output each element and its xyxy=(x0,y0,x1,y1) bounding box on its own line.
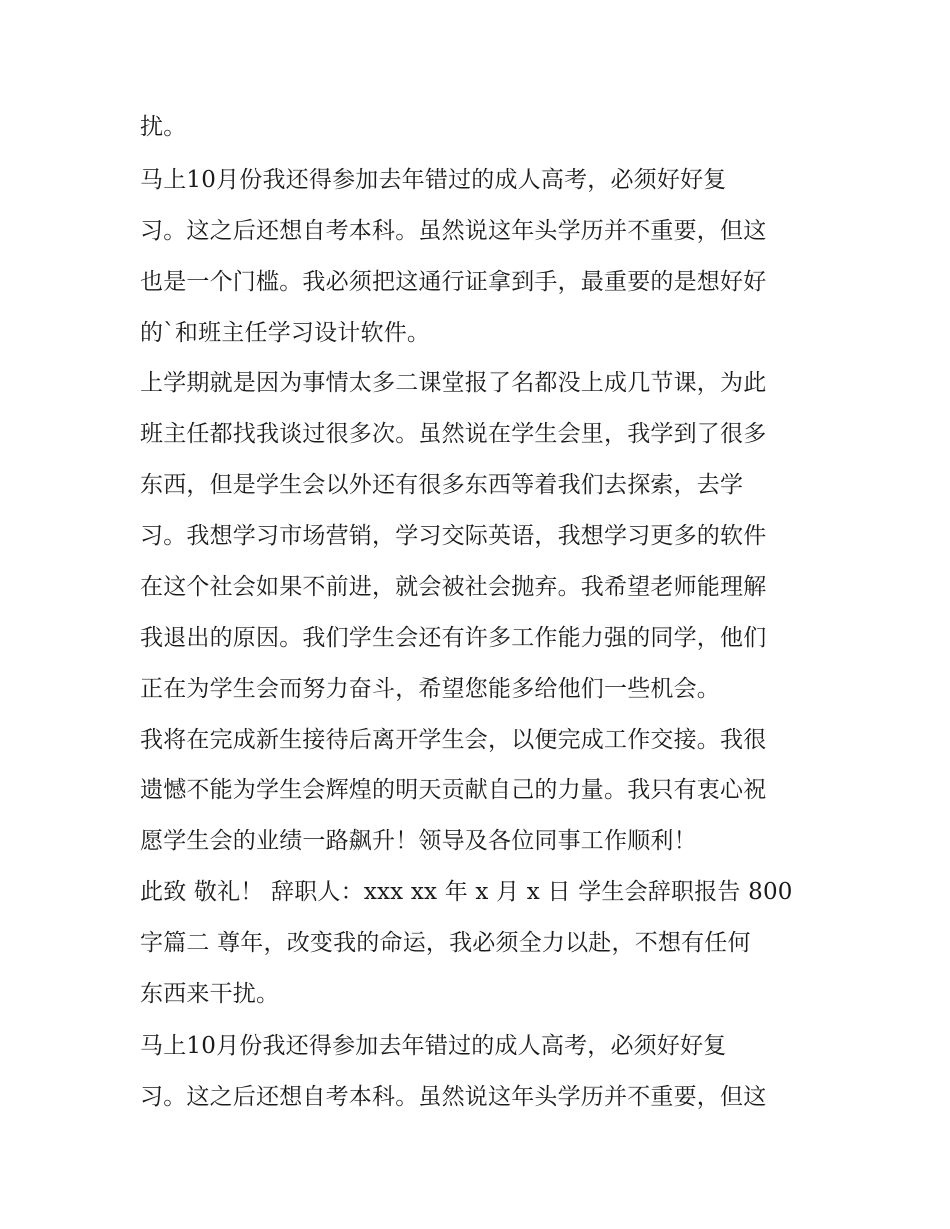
text-line: 马上10月份我还得参加去年错过的成人高考，必须好好复 xyxy=(140,167,727,193)
text-line: 的`和班主任学习设计软件。 xyxy=(140,320,431,346)
text-line: 字篇二 尊年，改变我的命运，我必须全力以赴，不想有任何 xyxy=(140,930,751,956)
text-line: 此致 敬礼！ 辞职人：xxx xx 年 x 月 x 日 学生会辞职报告 800 xyxy=(140,879,793,905)
text-line: 我将在完成新生接待后离开学生会，以便完成工作交接。我很 xyxy=(140,727,767,753)
text-line: 遗憾不能为学生会辉煌的明天贡献自己的力量。我只有衷心祝 xyxy=(140,777,767,803)
text-line: 正在为学生会而努力奋斗，希望您能多给他们一些机会。 xyxy=(140,676,720,702)
text-line: 扰。 xyxy=(140,114,187,140)
text-line: 我退出的原因。我们学生会还有许多工作能力强的同学，他们 xyxy=(140,625,767,651)
text-line: 愿学生会的业绩一路飙升！领导及各位同事工作顺利！ xyxy=(140,828,697,854)
text-line: 习。我想学习市场营销，学习交际英语，我想学习更多的软件 xyxy=(140,523,767,549)
text-line: 马上10月份我还得参加去年错过的成人高考，必须好好复 xyxy=(140,1033,727,1059)
text-line: 习。这之后还想自考本科。虽然说这年头学历并不重要，但这 xyxy=(140,1084,767,1110)
text-line: 习。这之后还想自考本科。虽然说这年头学历并不重要，但这 xyxy=(140,218,767,244)
text-line: 也是一个门槛。我必须把这通行证拿到手，最重要的是想好好 xyxy=(140,269,767,295)
text-line: 在这个社会如果不前进，就会被社会抛弃。我希望老师能理解 xyxy=(140,574,767,600)
text-line: 上学期就是因为事情太多二课堂报了名都没上成几节课，为此 xyxy=(140,370,767,396)
text-line: 班主任都找我谈过很多次。虽然说在学生会里，我学到了很多 xyxy=(140,421,767,447)
text-line: 东西，但是学生会以外还有很多东西等着我们去探索，去学 xyxy=(140,472,744,498)
text-line: 东西来干扰。 xyxy=(140,981,280,1007)
